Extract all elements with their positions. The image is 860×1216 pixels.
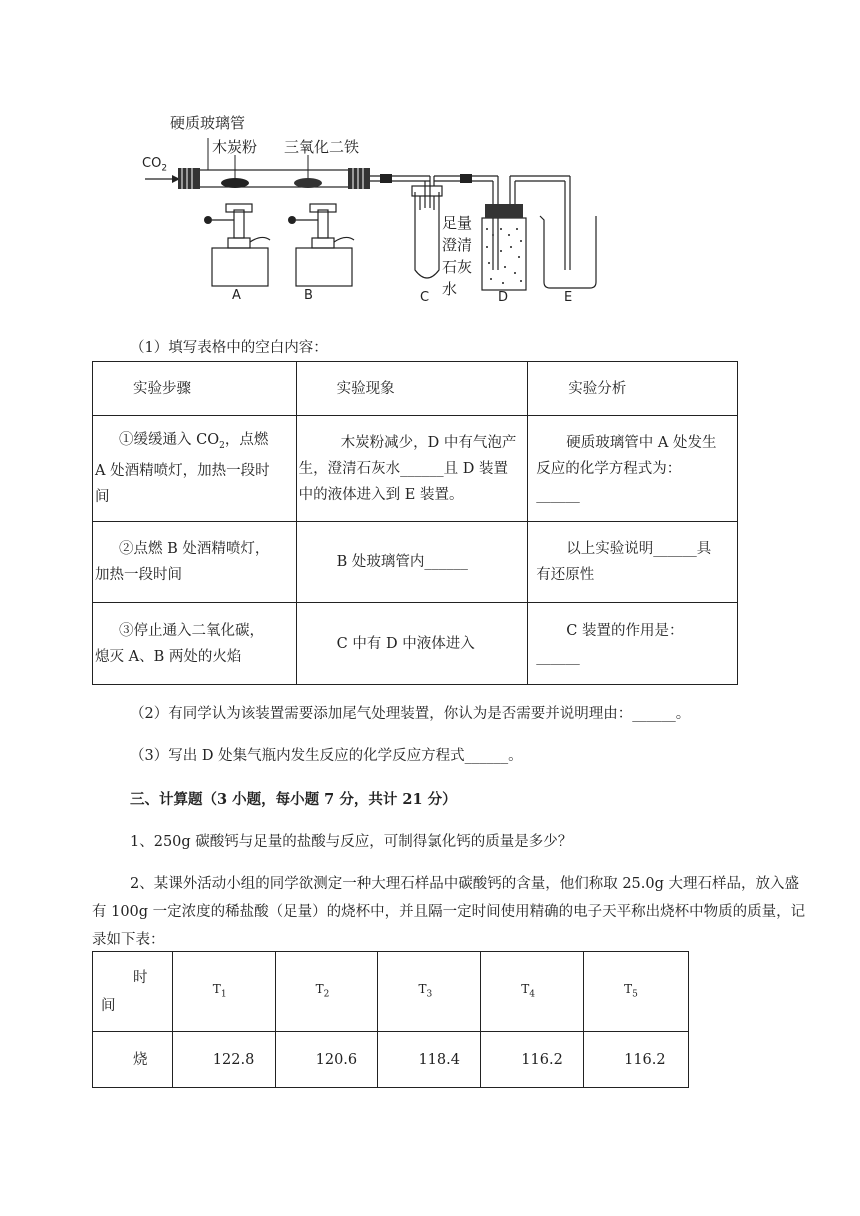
time-t5-sub: 5 <box>632 989 638 1000</box>
table-row <box>93 522 738 603</box>
letter-c: C <box>420 290 430 305</box>
apparatus-diagram <box>130 100 610 315</box>
limewater-line-1: 足量 <box>442 214 473 232</box>
time-cell <box>378 952 481 1032</box>
row2-analysis <box>528 522 738 603</box>
mass-value-cell: 118.4 <box>378 1032 481 1088</box>
limewater-line-2: 澄清 <box>442 236 473 254</box>
row1-step-sub: 2 <box>219 440 225 451</box>
time-cell <box>481 952 584 1032</box>
q2-text: （2）有同学认为该装置需要添加尾气处理装置，你认为是否需要并说明理由：______。 <box>130 706 691 722</box>
letter-d: D <box>498 290 509 305</box>
header-phenomenon: 实验现象 <box>296 362 528 416</box>
time-t2-sub: 2 <box>323 989 330 1000</box>
letter-b: B <box>304 288 313 303</box>
row1-phen-line2: 生，澄清石灰水______且 D 装置 <box>298 460 509 477</box>
time-t3-sub: 3 <box>426 989 433 1000</box>
row1-ana-line3: ______ <box>536 486 580 503</box>
header-step: 实验步骤 <box>93 362 297 416</box>
table-row <box>93 416 738 522</box>
row2-ana-line2: 有还原性 <box>536 567 595 583</box>
table-header-row <box>93 362 738 416</box>
time-t3: T <box>418 981 427 996</box>
row1-step-a: ①缓缓通入 CO <box>119 431 220 448</box>
time-cell <box>275 952 378 1032</box>
row3-ana-line1: C 装置的作用是： <box>566 622 684 639</box>
corner-top: 时 <box>133 969 148 986</box>
letter-e: E <box>564 290 573 305</box>
corner-bottom: 间 <box>101 997 116 1014</box>
limewater-line-4: 水 <box>442 280 458 298</box>
row3-step-line1: ③停止通入二氧化碳， <box>119 622 264 639</box>
label-co2-sub: 2 <box>161 163 168 174</box>
row2-step-line1: ②点燃 B 处酒精喷灯， <box>119 541 270 557</box>
mass-value-cell: 116.2 <box>481 1032 584 1088</box>
row2-step-line2: 加热一段时间 <box>95 567 182 583</box>
q1-intro: （1）填写表格中的空白内容： <box>130 340 328 356</box>
row1-ana-line1: 硬质玻璃管中 A 处发生 <box>566 434 717 451</box>
label-iron-oxide: 三氧化二铁 <box>284 138 360 156</box>
mass-record-table <box>92 951 689 1088</box>
calc-question-1: 1、250g 碳酸钙与足量的盐酸与反应，可制得氯化钙的质量是多少？ <box>130 834 573 850</box>
row3-ana-line2: ______ <box>536 648 580 665</box>
time-cell <box>584 952 689 1032</box>
time-t5: T <box>624 981 633 996</box>
label-limewater <box>442 212 472 300</box>
mass-value-cell: 122.8 <box>172 1032 275 1088</box>
row2-ana-line1: 以上实验说明______具 <box>566 541 712 557</box>
row1-step-line2: A 处酒精喷灯，加热一段时 <box>95 463 270 480</box>
time-row <box>93 952 689 1032</box>
time-t4: T <box>521 981 530 996</box>
experiment-table <box>92 361 738 685</box>
row1-analysis <box>528 416 738 522</box>
calc-question-2: 2、某课外活动小组的同学欲测定一种大理石样品中碳酸钙的含量，他们称取 25.0g 大理石样品，放入盛有 100g 一定浓度的稀盐酸（足量）的烧杯中，并且隔一定时间使用精确的电子天平称出烧杯中物质的质量，记录如下表： <box>92 876 806 948</box>
mass-value-cell: 116.2 <box>584 1032 689 1088</box>
row3-step-line2: 熄灭 A、B 两处的火焰 <box>95 648 242 665</box>
time-t1: T <box>212 981 221 996</box>
q3-text: （3）写出 D 处集气瓶内发生反应的化学反应方程式______。 <box>130 748 523 764</box>
row1-phen-line1: 木炭粉减少，D 中有气泡产 <box>340 434 517 451</box>
row1-step-b: ，点燃 <box>224 431 269 448</box>
letter-a: A <box>232 288 241 303</box>
table-row <box>93 603 738 685</box>
row-label-cell: 烧 <box>93 1032 173 1088</box>
time-cell <box>172 952 275 1032</box>
row1-step-line1 <box>95 427 296 459</box>
row3-phenomenon: C 中有 D 中液体进入 <box>296 603 528 685</box>
row1-ana-line2: 反应的化学方程式为： <box>536 460 682 477</box>
label-co2-main: CO <box>142 156 162 171</box>
row1-phen-line3: 中的液体进入到 E 装置。 <box>298 486 464 503</box>
label-co2 <box>142 156 167 174</box>
time-t1-sub: 1 <box>220 989 227 1000</box>
row2-step <box>93 522 297 603</box>
time-t4-sub: 4 <box>529 989 536 1000</box>
label-hard-glass-tube: 硬质玻璃管 <box>170 114 246 132</box>
mass-row <box>93 1032 689 1088</box>
corner-cell <box>93 952 173 1032</box>
row1-phenomenon <box>296 416 528 522</box>
mass-value-cell: 120.6 <box>275 1032 378 1088</box>
section-3-heading: 三、计算题（3 小题，每小题 7 分，共计 21 分） <box>130 791 457 808</box>
time-t2: T <box>315 981 324 996</box>
header-analysis: 实验分析 <box>528 362 738 416</box>
row3-step <box>93 603 297 685</box>
limewater-line-3: 石灰 <box>442 258 473 276</box>
row3-analysis <box>528 603 738 685</box>
label-charcoal: 木炭粉 <box>212 138 258 156</box>
row2-phenomenon: B 处玻璃管内______ <box>296 522 528 603</box>
row1-step <box>93 416 297 522</box>
row1-step-line3: 间 <box>95 489 110 506</box>
